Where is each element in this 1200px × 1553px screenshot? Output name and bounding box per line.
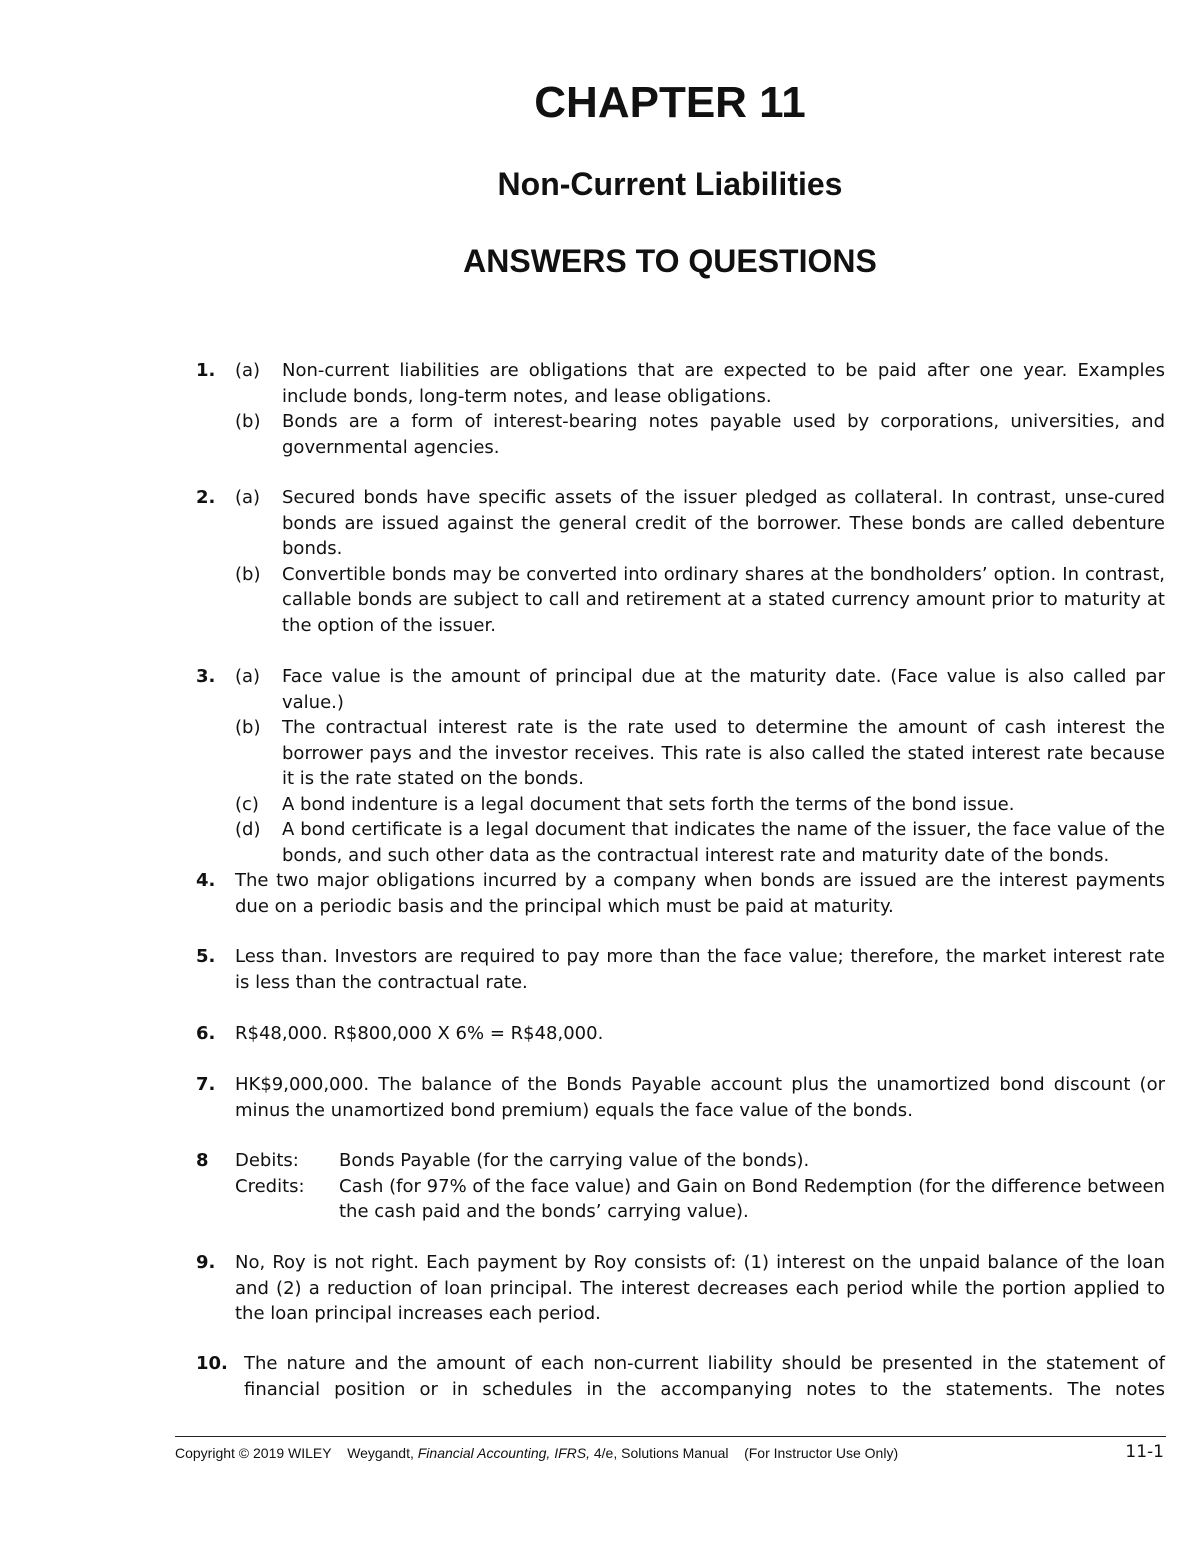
- question-4: [190, 868, 1165, 919]
- answer-text: No, Roy is not right. Each payment by Roy consists of: (1) interest on the unpaid balance of the loan and (2) a reduction of loan principal. The interest decreases each period while the portion applied to the loan principal increases each period.: [235, 1252, 1165, 1324]
- credits-text: Cash (for 97% of the face value) and Gain on Bond Redemption (for the difference between the cash paid and the bonds’ carrying value).: [339, 1175, 1165, 1222]
- answer-text: HK$9,000,000. The balance of the Bonds Payable account plus the unamortized bond discount (or minus the unamortized bond premium) equals the face value of the bonds.: [235, 1074, 1165, 1121]
- answer-text: The two major obligations incurred by a company when bonds are issued are the interest payments due on a periodic basis and the principal which must be paid at maturity.: [235, 870, 1165, 917]
- footer-edition: 4/e, Solutions Manual: [593, 1445, 729, 1461]
- answer-text: Less than. Investors are required to pay more than the face value; therefore, the market interest rate is less than the contractual rate.: [235, 946, 1165, 993]
- answer-text: Bonds are a form of interest-bearing notes payable used by corporations, universities, and governmental agencies.: [282, 411, 1165, 458]
- answer-text: The contractual interest rate is the rate used to determine the amount of cash interest the borrower pays and the investor receives. This rate is also called the stated interest rate because it is the rate stated on the bonds.: [282, 717, 1165, 789]
- question-number: 2.: [196, 487, 216, 508]
- question-number: 5.: [196, 946, 216, 967]
- footer-use-note: (For Instructor Use Only): [744, 1445, 899, 1461]
- answer-text: Non-current liabilities are obligations that are expected to be paid after one year. Examples include bonds, long-term notes, and lease obligations.: [282, 360, 1165, 407]
- debits-label: Debits:: [235, 1150, 299, 1171]
- answer-text: R$48,000. R$800,000 X 6% = R$48,000.: [235, 1023, 604, 1044]
- sub-label: (c): [235, 793, 259, 815]
- question-number: 10.: [196, 1353, 228, 1374]
- sub-label: (b): [235, 563, 261, 585]
- question-5: [190, 944, 1165, 995]
- question-number: 7.: [196, 1074, 216, 1095]
- page-number: 11-1: [1125, 1442, 1164, 1462]
- section-heading: ANSWERS TO QUESTIONS: [463, 243, 877, 279]
- question-number: 4.: [196, 870, 216, 891]
- footer-author: Weygandt,: [347, 1445, 414, 1461]
- question-number: 8: [196, 1150, 209, 1171]
- question-8: [190, 1148, 1165, 1225]
- sub-label: (b): [235, 717, 261, 738]
- question-1: [190, 358, 1165, 460]
- question-2: [190, 485, 1165, 638]
- sub-label: (a): [235, 666, 261, 687]
- sub-label: (d): [235, 819, 261, 840]
- sub-label: (a): [235, 487, 261, 508]
- question-7: [190, 1072, 1165, 1123]
- answer-text: A bond indenture is a legal document that sets forth the terms of the bond issue.: [282, 793, 1015, 815]
- question-3: [190, 664, 1165, 868]
- question-number: 6.: [196, 1023, 216, 1044]
- answer-text: A bond certificate is a legal document that indicates the name of the issuer, the face value of the bonds, and such other data as the contractual interest rate and maturity date of the bonds.: [282, 819, 1165, 866]
- answer-text: Face value is the amount of principal due at the maturity date. (Face value is also called par value.): [282, 666, 1165, 713]
- debits-text: Bonds Payable (for the carrying value of the bonds).: [339, 1150, 810, 1171]
- chapter-subtitle: Non-Current Liabilities: [497, 166, 843, 202]
- footer-citation: [175, 1445, 898, 1461]
- footer-book-title: Financial Accounting, IFRS,: [417, 1445, 590, 1461]
- chapter-title: CHAPTER 11: [534, 78, 806, 127]
- question-number: 9.: [196, 1252, 216, 1273]
- question-number: 1.: [196, 360, 216, 381]
- credits-label: Credits:: [235, 1175, 305, 1197]
- question-6: [190, 1021, 1165, 1047]
- sub-label: (b): [235, 411, 261, 432]
- question-number: 3.: [196, 666, 216, 687]
- answer-text: The nature and the amount of each non-current liability should be presented in the statement of financial position or in schedules in the accompanying notes to the statements. The notes: [244, 1353, 1165, 1400]
- question-10: [190, 1351, 1165, 1402]
- answer-text: Secured bonds have specific assets of the issuer pledged as collateral. In contrast, unse-cured bonds are issued against the general credit of the borrower. These bonds are called debenture bonds.: [282, 487, 1165, 559]
- sub-label: (a): [235, 360, 261, 381]
- footer-divider: [175, 1436, 1166, 1437]
- footer-copyright: Copyright © 2019 WILEY: [175, 1445, 332, 1461]
- answer-text: Convertible bonds may be converted into ordinary shares at the bondholders’ option. In contrast, callable bonds are subject to call and retirement at a stated currency amount prior to maturity at the option of the issuer.: [282, 563, 1165, 636]
- question-9: [190, 1250, 1165, 1327]
